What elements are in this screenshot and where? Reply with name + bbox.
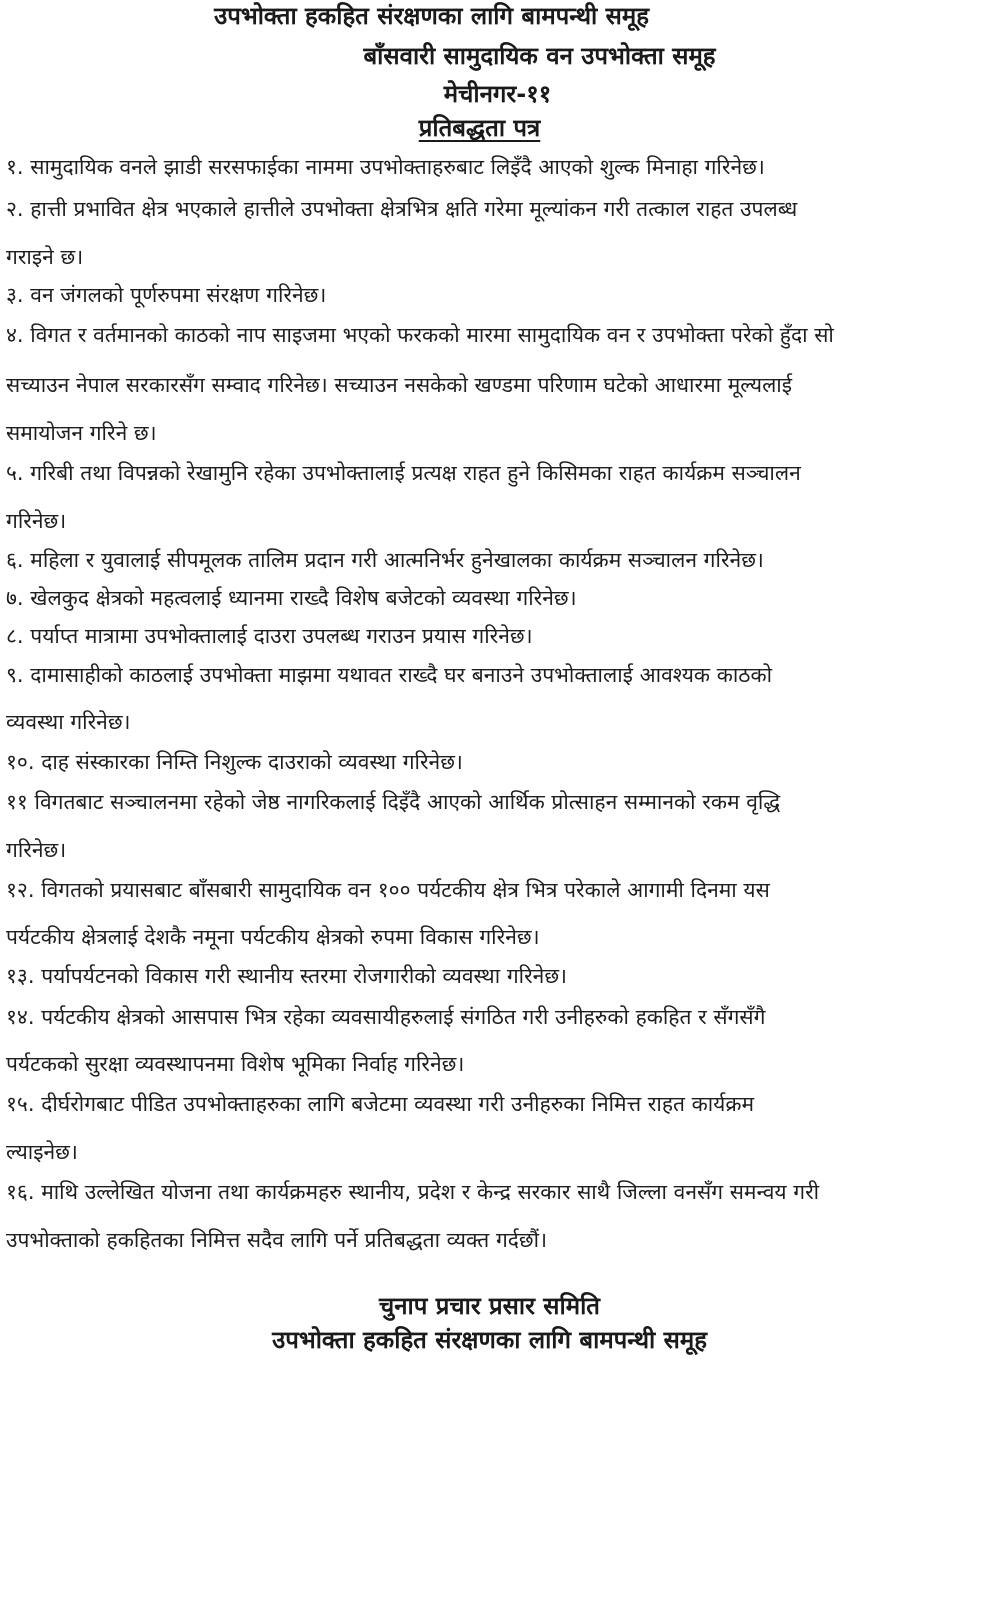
commitment-line: ७. खेलकुद क्षेत्रको महत्वलाई ध्यानमा राख्दै विशेष बजेटको व्यवस्था गरिनेछ। (6, 586, 577, 610)
commitment-line: गराइने छ। (6, 245, 84, 269)
commitment-line: पर्यटकीय क्षेत्रलाई देशकै नमूना पर्यटकीय क्षेत्रको रुपमा विकास गरिनेछ। (6, 925, 540, 949)
commitment-line: १०. दाह संस्कारका निम्ति निशुल्क दाउराको व्यवस्था गरिनेछ। (6, 750, 463, 774)
commitment-line: गरिनेछ। (6, 838, 67, 862)
commitment-line: २. हात्ती प्रभावित क्षेत्र भएकाले हात्तीले उपभोक्ता क्षेत्रभित्र क्षति गरेमा मूल्यांकन गरी तत्काल राहत उपलब्ध (6, 197, 798, 221)
commitment-line: १२. विगतको प्रयासबाट बाँसबारी सामुदायिक वन १०० पर्यटकीय क्षेत्र भित्र परेकाले आगामी दिनमा यस (6, 878, 770, 902)
commitment-line: ३. वन जंगलको पूर्णरुपमा संरक्षण गरिनेछ। (6, 283, 327, 307)
commitment-line: ५. गरिबी तथा विपन्नको रेखामुनि रहेका उपभोक्तालाई प्रत्यक्ष राहत हुने किसिमका राहत कार्यक्रम सञ्चालन (6, 461, 801, 485)
footer-committee: चुनाप प्रचार प्रसार समिति (378, 1292, 600, 1320)
header-group-name: बाँसवारी सामुदायिक वन उपभोक्ता समूह (363, 42, 716, 70)
commitment-line: ९. दामासाहीको काठलाई उपभोक्ता माझमा यथावत राख्दै घर बनाउने उपभोक्तालाई आवश्यक काठको (6, 663, 773, 687)
commitment-line: ६. महिला र युवालाई सीपमूलक तालिम प्रदान गरी आत्मनिर्भर हुनेखालका कार्यक्रम सञ्चालन गरिनेछ। (6, 548, 764, 572)
header-organization: उपभोक्ता हकहित संरक्षणका लागि बामपन्थी समूह (214, 2, 649, 30)
commitment-line: १३. पर्यापर्यटनको विकास गरी स्थानीय स्तरमा रोजगारीको व्यवस्था गरिनेछ। (6, 964, 568, 988)
header-location: मेचीनगर-११ (443, 80, 552, 108)
commitment-line: ८. पर्याप्त मात्रामा उपभोक्तालाई दाउरा उपलब्ध गराउन प्रयास गरिनेछ। (6, 624, 533, 648)
commitment-line: उपभोक्ताको हकहितका निमित्त सदैव लागि पर्ने प्रतिबद्धता व्यक्त गर्दछौं। (6, 1228, 548, 1252)
document-title: प्रतिबद्धता पत्र (418, 114, 541, 142)
commitment-line: १५. दीर्घरोगबाट पीडित उपभोक्ताहरुका लागि बजेटमा व्यवस्था गरी उनीहरुका निमित्त राहत कार्यक्रम (6, 1092, 755, 1116)
commitment-line: व्यवस्था गरिनेछ। (6, 710, 131, 734)
commitment-line: ल्याइनेछ। (6, 1140, 78, 1164)
commitment-line: १६. माथि उल्लेखित योजना तथा कार्यक्रमहरु स्थानीय, प्रदेश र केन्द्र सरकार साथै जिल्ला वनसँग समन्वय गरी (6, 1180, 820, 1204)
commitment-line: समायोजन गरिने छ। (6, 421, 157, 445)
footer-organization: उपभोक्ता हकहित संरक्षणका लागि बामपन्थी समूह (272, 1326, 707, 1354)
commitment-line: गरिनेछ। (6, 509, 67, 533)
commitment-line: सच्याउन नेपाल सरकारसँग सम्वाद गरिनेछ। सच्याउन नसकेको खण्डमा परिणाम घटेको आधारमा मूल्यलाई (6, 373, 793, 397)
commitment-line: पर्यटकको सुरक्षा व्यवस्थापनमा विशेष भूमिका निर्वाह गरिनेछ। (6, 1052, 465, 1076)
commitment-line: ११ विगतबाट सञ्चालनमा रहेको जेष्ठ नागरिकलाई दिइँदै आएको आर्थिक प्रोत्साहन सम्मानको रकम वृद्धि (6, 790, 781, 814)
commitment-line: १. सामुदायिक वनले झाडी सरसफाईका नाममा उपभोक्ताहरुबाट लिइँदै आएको शुल्क मिनाहा गरिनेछ। (6, 155, 765, 179)
commitment-line: १४. पर्यटकीय क्षेत्रको आसपास भित्र रहेका व्यवसायीहरुलाई संगठित गरी उनीहरुको हकहित र सँगसँगै (6, 1005, 766, 1029)
commitment-line: ४. विगत र वर्तमानको काठको नाप साइजमा भएको फरकको मारमा सामुदायिक वन र उपभोक्ता परेको हुँदा सो (6, 323, 834, 347)
